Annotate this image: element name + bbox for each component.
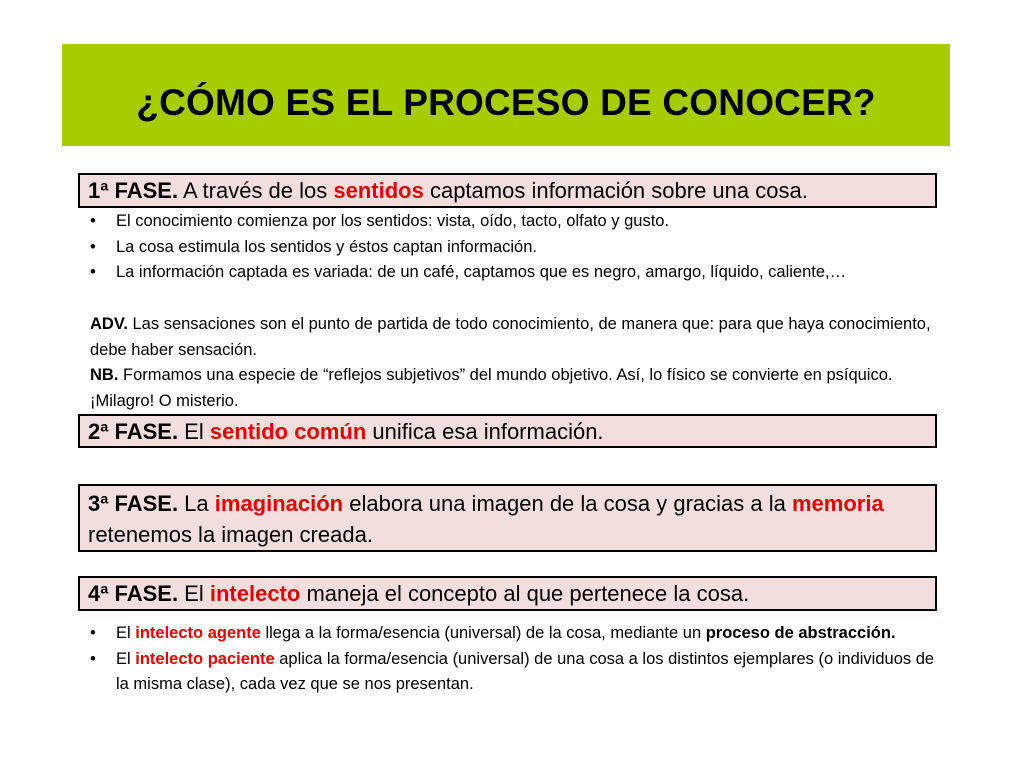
phase-2-label: 2ª FASE. <box>88 419 179 444</box>
phase-3-highlight-1: imaginación <box>214 491 344 516</box>
list-item <box>82 235 942 261</box>
phase-3-text-c: retenemos la imagen creada. <box>88 522 373 547</box>
list-item <box>82 260 942 286</box>
phase-3-highlight-2: memoria <box>791 491 884 516</box>
nb-note <box>90 363 940 414</box>
phase-4-box <box>78 576 937 611</box>
phase-1-bullets <box>82 209 942 286</box>
list-item-text: La información captada es variada: de un café, captamos que es negro, amargo, líquido, caliente,… <box>116 263 847 281</box>
intelecto-agente-highlight: intelecto agente <box>135 624 261 642</box>
bullet-icon: • <box>90 624 96 642</box>
phase-4-text-b: maneja el concepto al que pertenece la cosa. <box>300 581 750 606</box>
list-item-text: La cosa estimula los sentidos y éstos captan información. <box>116 237 537 256</box>
bullet-icon: • <box>90 212 96 230</box>
phase-4-label: 4ª FASE. <box>88 581 179 606</box>
phase-1-label: 1ª FASE. <box>88 178 179 203</box>
list-item-text-a: El <box>116 624 136 642</box>
phase-3-text-a: La <box>178 491 215 516</box>
phase-3-text-b: elabora una imagen de la cosa y gracias a la <box>343 491 792 516</box>
list-item-text: El conocimiento comienza por los sentidos: vista, oído, tacto, olfato y gusto. <box>116 212 670 230</box>
phase-1-text-a: A través de los <box>178 178 334 203</box>
phase-4-text-a: El <box>178 581 210 606</box>
phase-2-highlight: sentido común <box>209 419 367 444</box>
list-item <box>82 647 942 698</box>
phase-2-text-a: El <box>178 419 210 444</box>
abstraction-bold: proceso de abstracción. <box>705 624 896 642</box>
adv-label: ADV. <box>90 315 128 333</box>
bullet-icon: • <box>90 263 96 281</box>
title-banner <box>62 44 950 146</box>
adv-note <box>90 312 940 363</box>
phase-1-box <box>78 173 937 208</box>
phase-3-label: 3ª FASE. <box>88 491 179 516</box>
nb-text: Formamos una especie de “reflejos subjetivos” del mundo objetivo. Así, lo físico se convierte en psíquico. ¡Milagro! O misterio. <box>90 366 893 410</box>
bullet-icon: • <box>90 649 96 668</box>
phase-4-highlight: intelecto <box>209 581 301 606</box>
list-item <box>82 621 942 647</box>
list-item-text-b: aplica la forma/esencia (universal) de una cosa a los distintos ejemplares (o individuos de la misma clase), cada vez que se nos presentan. <box>116 649 935 693</box>
adv-text: Las sensaciones son el punto de partida de todo conocimiento, de manera que: para que haya conocimiento, debe haber sensación. <box>90 315 931 359</box>
nb-label: NB. <box>90 366 119 384</box>
phase-1-highlight: sentidos <box>333 178 424 203</box>
phase-3-box <box>78 484 937 552</box>
page-title: ¿CÓMO ES EL PROCESO DE CONOCER? <box>136 82 876 123</box>
phase-4-bullets <box>82 621 942 698</box>
phase-1-text-b: captamos información sobre una cosa. <box>423 178 808 203</box>
phase-2-box <box>78 414 937 448</box>
list-item-text-b: llega a la forma/esencia (universal) de la cosa, mediante un <box>260 624 706 642</box>
list-item-text-a: El <box>116 649 136 668</box>
phase-2-text-b: unifica esa información. <box>366 419 604 444</box>
bullet-icon: • <box>90 237 96 256</box>
list-item <box>82 209 942 235</box>
intelecto-paciente-highlight: intelecto paciente <box>135 649 275 668</box>
